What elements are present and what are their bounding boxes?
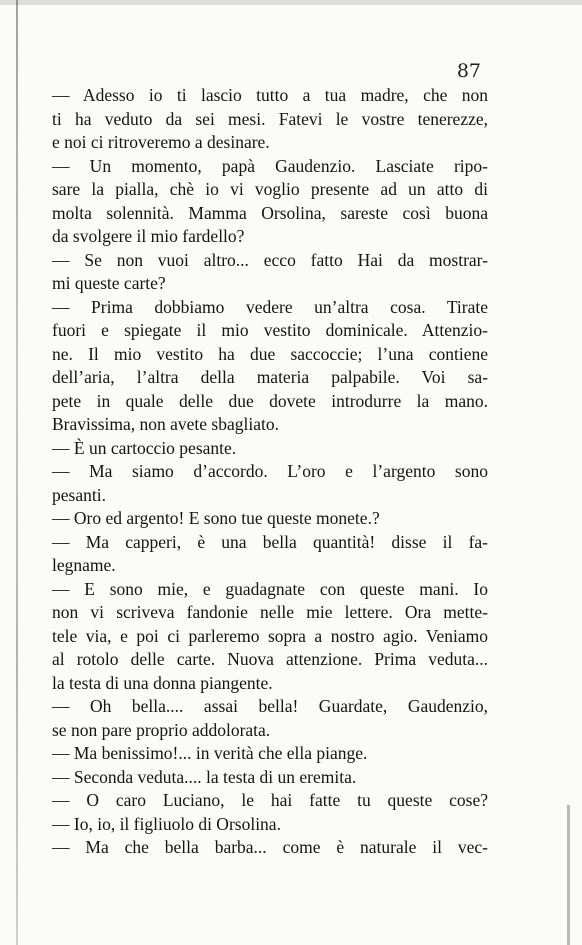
text-line: — Adesso io ti lascio tutto a tua madre, che non [52, 85, 488, 105]
text-line: — Ma capperi, è una bella quantità! disse il fa- [52, 531, 488, 552]
body-text [52, 84, 488, 860]
text-line: — Io, io, il figliuolo di Orsolina. [52, 813, 281, 834]
text-line: — Oh bella.... assai bella! Guardate, Gaudenzio, [52, 696, 488, 716]
text-line: — È un cartoccio pesante. [52, 437, 237, 458]
text-line: — Ma che bella barba... come è naturale il vec- [52, 837, 488, 857]
text-line: — Oro ed argento! E sono tue queste monete.? [52, 508, 380, 528]
text-line: — O caro Luciano, le hai fatte tu queste cose? [52, 790, 488, 810]
text-line: da svolgere il mio fardello? [52, 226, 245, 246]
text-line: — Seconda veduta.... la testa di un eremita. [52, 766, 357, 787]
text-line: — Se non vuoi altro... ecco fatto Hai da mostrar- [52, 249, 488, 270]
text-line: — E sono mie, e guadagnate con queste mani. Io [52, 578, 488, 599]
text-line: fuori e spiegate il mio vestito dominicale. Attenzio- [52, 320, 488, 340]
text-line: pete in quale delle due dovete introdurre la mano. [52, 390, 488, 411]
text-line: dell’aria, l’altra della materia palpabile. Voi sa- [52, 367, 488, 387]
text-line: non vi scriveva fandonie nelle mie lettere. Ora mette- [52, 602, 488, 622]
text-line: tele via, e poi ci parleremo sopra a nostro agio. Veniamo [52, 625, 488, 646]
text-line: ti ha veduto da sei mesi. Fatevi le vostre tenerezze, [52, 108, 488, 129]
text-line: e noi ci ritroveremo a desinare. [52, 132, 270, 152]
page-number: 87 [456, 60, 481, 82]
text-line: — Ma siamo d’accordo. L’oro e l’argento sono [52, 461, 488, 481]
text-line: legname. [52, 555, 116, 575]
text-line: — Un momento, papà Gaudenzio. Lasciate ripo- [52, 155, 488, 176]
text-line: al rotolo delle carte. Nuova attenzione. Prima veduta... [52, 649, 488, 669]
text-line: — Prima dobbiamo vedere un’altra cosa. Tirate [52, 296, 488, 317]
text-line: pesanti. [52, 484, 106, 505]
page-top-edge [0, 0, 582, 5]
text-line: Bravissima, non avete sbagliato. [52, 414, 279, 434]
page-corner-shadow [567, 805, 570, 945]
text-line: ne. Il mio vestito ha due saccoccie; l’una contiene [52, 343, 488, 364]
text-line: se non pare proprio addolorata. [52, 719, 271, 740]
page-binding-edge [16, 0, 18, 945]
text-line: mi queste carte? [52, 273, 166, 293]
text-line: molta solennità. Mamma Orsolina, sareste così buona [52, 202, 488, 223]
text-line: sare la pialla, chè io vi voglio presente ad un atto di [52, 179, 488, 199]
text-line: la testa di una donna piangente. [52, 672, 273, 693]
text-line: — Ma benissimo!... in verità che ella piange. [52, 743, 368, 763]
